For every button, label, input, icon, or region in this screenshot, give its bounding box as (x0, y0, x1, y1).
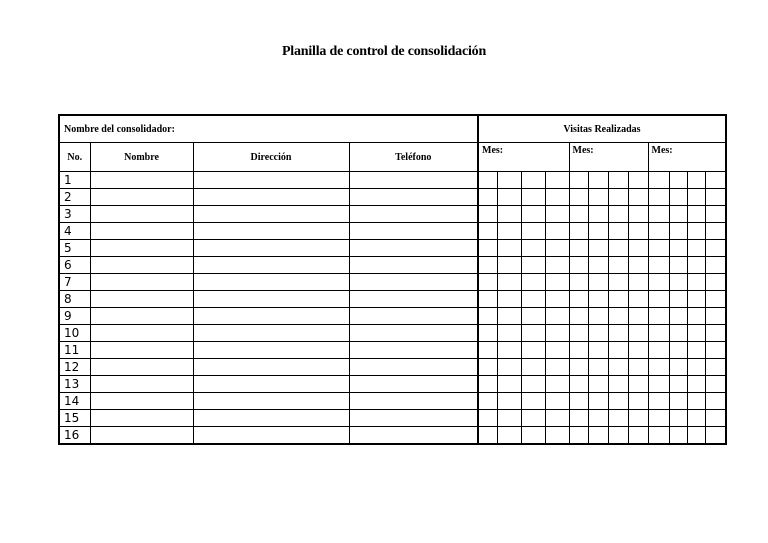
visit-check-cell[interactable] (497, 393, 521, 410)
visit-check-cell[interactable] (569, 291, 588, 308)
visit-check-cell[interactable] (588, 359, 608, 376)
direccion-cell[interactable] (193, 393, 349, 410)
visit-check-cell[interactable] (648, 427, 669, 445)
visit-check-cell[interactable] (648, 257, 669, 274)
visit-check-cell[interactable] (545, 274, 569, 291)
visit-check-cell[interactable] (648, 308, 669, 325)
visit-check-cell[interactable] (545, 410, 569, 427)
visit-check-cell[interactable] (687, 189, 705, 206)
telefono-cell[interactable] (349, 257, 478, 274)
telefono-cell[interactable] (349, 342, 478, 359)
visit-check-cell[interactable] (669, 342, 687, 359)
visit-check-cell[interactable] (545, 240, 569, 257)
visit-check-cell[interactable] (608, 189, 628, 206)
direccion-cell[interactable] (193, 274, 349, 291)
visit-check-cell[interactable] (497, 325, 521, 342)
visit-check-cell[interactable] (628, 240, 648, 257)
direccion-cell[interactable] (193, 223, 349, 240)
visit-check-cell[interactable] (478, 240, 497, 257)
direccion-cell[interactable] (193, 342, 349, 359)
nombre-cell[interactable] (90, 393, 193, 410)
nombre-cell[interactable] (90, 189, 193, 206)
col-header-nombre: Nombre (90, 143, 193, 172)
visit-check-cell[interactable] (545, 359, 569, 376)
telefono-cell[interactable] (349, 308, 478, 325)
visit-check-cell[interactable] (478, 172, 497, 189)
visit-check-cell[interactable] (497, 172, 521, 189)
visit-check-cell[interactable] (687, 291, 705, 308)
visit-check-cell[interactable] (497, 189, 521, 206)
telefono-cell[interactable] (349, 223, 478, 240)
visit-check-cell[interactable] (497, 240, 521, 257)
col-header-direccion: Dirección (193, 143, 349, 172)
telefono-cell[interactable] (349, 325, 478, 342)
visit-check-cell[interactable] (705, 427, 726, 445)
row-number: 14 (59, 393, 90, 410)
visit-check-cell[interactable] (628, 274, 648, 291)
visit-check-cell[interactable] (648, 410, 669, 427)
visit-check-cell[interactable] (569, 274, 588, 291)
visit-check-cell[interactable] (687, 274, 705, 291)
visit-check-cell[interactable] (628, 393, 648, 410)
visit-check-cell[interactable] (521, 325, 545, 342)
direccion-cell[interactable] (193, 189, 349, 206)
visit-check-cell[interactable] (608, 427, 628, 445)
visit-check-cell[interactable] (628, 206, 648, 223)
table-row (59, 325, 726, 342)
visit-check-cell[interactable] (669, 223, 687, 240)
visit-check-cell[interactable] (497, 376, 521, 393)
visit-check-cell[interactable] (588, 189, 608, 206)
visit-check-cell[interactable] (705, 240, 726, 257)
table-row (59, 223, 726, 240)
visit-check-cell[interactable] (648, 325, 669, 342)
telefono-cell[interactable] (349, 359, 478, 376)
visit-check-cell[interactable] (545, 393, 569, 410)
visit-check-cell[interactable] (478, 342, 497, 359)
visit-check-cell[interactable] (588, 223, 608, 240)
nombre-cell[interactable] (90, 325, 193, 342)
visit-check-cell[interactable] (521, 291, 545, 308)
visit-check-cell[interactable] (497, 359, 521, 376)
nombre-cell[interactable] (90, 427, 193, 445)
visit-check-cell[interactable] (687, 223, 705, 240)
table-row (59, 359, 726, 376)
table-row (59, 308, 726, 325)
row-number: 16 (59, 427, 90, 445)
visit-check-cell[interactable] (608, 308, 628, 325)
row-number: 13 (59, 376, 90, 393)
visit-check-cell[interactable] (569, 325, 588, 342)
row-number: 11 (59, 342, 90, 359)
visit-check-cell[interactable] (545, 308, 569, 325)
visit-check-cell[interactable] (608, 223, 628, 240)
direccion-cell[interactable] (193, 206, 349, 223)
visit-check-cell[interactable] (569, 240, 588, 257)
visit-check-cell[interactable] (569, 410, 588, 427)
direccion-cell[interactable] (193, 325, 349, 342)
visit-check-cell[interactable] (588, 376, 608, 393)
visit-check-cell[interactable] (669, 427, 687, 445)
direccion-cell[interactable] (193, 427, 349, 445)
visit-check-cell[interactable] (705, 206, 726, 223)
visit-check-cell[interactable] (545, 257, 569, 274)
visit-check-cell[interactable] (588, 325, 608, 342)
visit-check-cell[interactable] (569, 223, 588, 240)
visit-check-cell[interactable] (648, 240, 669, 257)
consolidator-name-label: Nombre del consolidador: (59, 115, 478, 143)
nombre-cell[interactable] (90, 342, 193, 359)
visit-check-cell[interactable] (521, 223, 545, 240)
visit-check-cell[interactable] (628, 410, 648, 427)
visit-check-cell[interactable] (521, 359, 545, 376)
visit-check-cell[interactable] (478, 291, 497, 308)
row-number: 8 (59, 291, 90, 308)
visit-check-cell[interactable] (687, 240, 705, 257)
visit-check-cell[interactable] (687, 325, 705, 342)
visit-check-cell[interactable] (669, 274, 687, 291)
visit-check-cell[interactable] (608, 359, 628, 376)
visit-check-cell[interactable] (521, 376, 545, 393)
visit-check-cell[interactable] (628, 376, 648, 393)
visit-check-cell[interactable] (608, 393, 628, 410)
visit-check-cell[interactable] (521, 393, 545, 410)
visit-check-cell[interactable] (588, 206, 608, 223)
visit-check-cell[interactable] (705, 223, 726, 240)
visit-check-cell[interactable] (705, 172, 726, 189)
visit-check-cell[interactable] (705, 359, 726, 376)
visit-check-cell[interactable] (648, 393, 669, 410)
visit-check-cell[interactable] (687, 257, 705, 274)
visit-check-cell[interactable] (687, 427, 705, 445)
visit-check-cell[interactable] (478, 257, 497, 274)
telefono-cell[interactable] (349, 240, 478, 257)
nombre-cell[interactable] (90, 274, 193, 291)
visit-check-cell[interactable] (705, 342, 726, 359)
visit-check-cell[interactable] (608, 172, 628, 189)
visit-check-cell[interactable] (521, 308, 545, 325)
visit-check-cell[interactable] (478, 189, 497, 206)
visit-check-cell[interactable] (569, 376, 588, 393)
visit-check-cell[interactable] (497, 427, 521, 445)
direccion-cell[interactable] (193, 308, 349, 325)
visit-check-cell[interactable] (648, 274, 669, 291)
telefono-cell[interactable] (349, 410, 478, 427)
row-number: 9 (59, 308, 90, 325)
visit-check-cell[interactable] (497, 308, 521, 325)
visit-check-cell[interactable] (588, 410, 608, 427)
row-number: 7 (59, 274, 90, 291)
visit-check-cell[interactable] (648, 359, 669, 376)
visit-check-cell[interactable] (569, 393, 588, 410)
visits-header: Visitas Realizadas (478, 115, 726, 143)
direccion-cell[interactable] (193, 359, 349, 376)
table-row (59, 393, 726, 410)
table-row (59, 342, 726, 359)
visit-check-cell[interactable] (687, 308, 705, 325)
telefono-cell[interactable] (349, 172, 478, 189)
visit-check-cell[interactable] (521, 257, 545, 274)
visit-check-cell[interactable] (521, 342, 545, 359)
row-number: 4 (59, 223, 90, 240)
nombre-cell[interactable] (90, 359, 193, 376)
visit-check-cell[interactable] (669, 291, 687, 308)
month-header-1: Mes: (478, 143, 569, 172)
visit-check-cell[interactable] (478, 308, 497, 325)
nombre-cell[interactable] (90, 376, 193, 393)
visit-check-cell[interactable] (705, 291, 726, 308)
visit-check-cell[interactable] (608, 376, 628, 393)
visit-check-cell[interactable] (669, 410, 687, 427)
visit-check-cell[interactable] (569, 342, 588, 359)
telefono-cell[interactable] (349, 427, 478, 445)
telefono-cell[interactable] (349, 393, 478, 410)
visit-check-cell[interactable] (628, 257, 648, 274)
visit-check-cell[interactable] (608, 325, 628, 342)
direccion-cell[interactable] (193, 240, 349, 257)
direccion-cell[interactable] (193, 376, 349, 393)
row-number: 1 (59, 172, 90, 189)
table-row (59, 257, 726, 274)
visit-check-cell[interactable] (669, 325, 687, 342)
row-number: 6 (59, 257, 90, 274)
visit-check-cell[interactable] (669, 240, 687, 257)
visit-check-cell[interactable] (569, 189, 588, 206)
visit-check-cell[interactable] (569, 359, 588, 376)
visit-check-cell[interactable] (669, 393, 687, 410)
visit-check-cell[interactable] (497, 274, 521, 291)
col-header-no: No. (59, 143, 90, 172)
direccion-cell[interactable] (193, 291, 349, 308)
visit-check-cell[interactable] (497, 410, 521, 427)
consolidation-table (58, 114, 727, 445)
page-title: Planilla de control de consolidación (281, 44, 487, 59)
visit-check-cell[interactable] (545, 376, 569, 393)
row-number: 5 (59, 240, 90, 257)
telefono-cell[interactable] (349, 274, 478, 291)
visit-check-cell[interactable] (478, 206, 497, 223)
visit-check-cell[interactable] (669, 308, 687, 325)
visit-check-cell[interactable] (588, 240, 608, 257)
table-row (59, 427, 726, 445)
visit-check-cell[interactable] (588, 393, 608, 410)
visit-check-cell[interactable] (608, 240, 628, 257)
visit-check-cell[interactable] (687, 376, 705, 393)
visit-check-cell[interactable] (705, 376, 726, 393)
visit-check-cell[interactable] (687, 393, 705, 410)
visit-check-cell[interactable] (569, 257, 588, 274)
visit-check-cell[interactable] (628, 223, 648, 240)
visit-check-cell[interactable] (628, 427, 648, 445)
visit-check-cell[interactable] (521, 172, 545, 189)
visit-check-cell[interactable] (478, 359, 497, 376)
visit-check-cell[interactable] (588, 308, 608, 325)
visit-check-cell[interactable] (478, 410, 497, 427)
visit-check-cell[interactable] (588, 257, 608, 274)
visit-check-cell[interactable] (545, 291, 569, 308)
visit-check-cell[interactable] (705, 189, 726, 206)
table-row (59, 376, 726, 393)
visit-check-cell[interactable] (608, 410, 628, 427)
visit-check-cell[interactable] (648, 223, 669, 240)
visit-check-cell[interactable] (628, 359, 648, 376)
visit-check-cell[interactable] (545, 189, 569, 206)
telefono-cell[interactable] (349, 291, 478, 308)
visit-check-cell[interactable] (687, 206, 705, 223)
visit-check-cell[interactable] (478, 376, 497, 393)
nombre-cell[interactable] (90, 172, 193, 189)
visit-check-cell[interactable] (669, 359, 687, 376)
visit-check-cell[interactable] (545, 427, 569, 445)
visit-check-cell[interactable] (478, 393, 497, 410)
col-header-telefono: Teléfono (349, 143, 478, 172)
visit-check-cell[interactable] (588, 342, 608, 359)
visit-check-cell[interactable] (521, 206, 545, 223)
visit-check-cell[interactable] (608, 291, 628, 308)
visit-check-cell[interactable] (648, 291, 669, 308)
visit-check-cell[interactable] (628, 189, 648, 206)
visit-check-cell[interactable] (521, 274, 545, 291)
visit-check-cell[interactable] (521, 410, 545, 427)
visit-check-cell[interactable] (648, 189, 669, 206)
month-header-2: Mes: (569, 143, 648, 172)
table-row (59, 172, 726, 189)
visit-check-cell[interactable] (648, 172, 669, 189)
visit-check-cell[interactable] (687, 172, 705, 189)
row-number: 10 (59, 325, 90, 342)
nombre-cell[interactable] (90, 291, 193, 308)
visit-check-cell[interactable] (705, 308, 726, 325)
table-row (59, 189, 726, 206)
row-number: 15 (59, 410, 90, 427)
visit-check-cell[interactable] (628, 325, 648, 342)
visit-check-cell[interactable] (669, 206, 687, 223)
visit-check-cell[interactable] (705, 274, 726, 291)
telefono-cell[interactable] (349, 376, 478, 393)
nombre-cell[interactable] (90, 410, 193, 427)
visit-check-cell[interactable] (705, 257, 726, 274)
visit-check-cell[interactable] (628, 172, 648, 189)
visit-check-cell[interactable] (648, 206, 669, 223)
visit-check-cell[interactable] (628, 291, 648, 308)
table-row (59, 410, 726, 427)
visit-check-cell[interactable] (497, 291, 521, 308)
visit-check-cell[interactable] (521, 427, 545, 445)
direccion-cell[interactable] (193, 410, 349, 427)
visit-check-cell[interactable] (628, 342, 648, 359)
visit-check-cell[interactable] (497, 223, 521, 240)
visit-check-cell[interactable] (687, 342, 705, 359)
visit-check-cell[interactable] (545, 223, 569, 240)
visit-check-cell[interactable] (608, 206, 628, 223)
table-row (59, 274, 726, 291)
table-row (59, 206, 726, 223)
visit-check-cell[interactable] (687, 410, 705, 427)
visit-check-cell[interactable] (669, 376, 687, 393)
visit-check-cell[interactable] (521, 240, 545, 257)
row-number: 2 (59, 189, 90, 206)
visit-check-cell[interactable] (705, 393, 726, 410)
row-number: 12 (59, 359, 90, 376)
direccion-cell[interactable] (193, 257, 349, 274)
visit-check-cell[interactable] (478, 223, 497, 240)
visit-check-cell[interactable] (648, 342, 669, 359)
visit-check-cell[interactable] (569, 172, 588, 189)
visit-check-cell[interactable] (569, 308, 588, 325)
nombre-cell[interactable] (90, 308, 193, 325)
row-number: 3 (59, 206, 90, 223)
telefono-cell[interactable] (349, 189, 478, 206)
visit-check-cell[interactable] (669, 257, 687, 274)
visit-check-cell[interactable] (478, 427, 497, 445)
nombre-cell[interactable] (90, 206, 193, 223)
visit-check-cell[interactable] (569, 427, 588, 445)
visit-check-cell[interactable] (569, 206, 588, 223)
visit-check-cell[interactable] (545, 342, 569, 359)
table-row (59, 291, 726, 308)
month-header-3: Mes: (648, 143, 726, 172)
visit-check-cell[interactable] (545, 172, 569, 189)
visit-check-cell[interactable] (588, 274, 608, 291)
visit-check-cell[interactable] (608, 342, 628, 359)
visit-check-cell[interactable] (588, 172, 608, 189)
table-row (59, 240, 726, 257)
visit-check-cell[interactable] (669, 189, 687, 206)
visit-check-cell[interactable] (497, 206, 521, 223)
nombre-cell[interactable] (90, 257, 193, 274)
visit-check-cell[interactable] (705, 410, 726, 427)
visit-check-cell[interactable] (705, 325, 726, 342)
visit-check-cell[interactable] (648, 376, 669, 393)
visit-check-cell[interactable] (478, 325, 497, 342)
visit-check-cell[interactable] (687, 359, 705, 376)
visit-check-cell[interactable] (478, 274, 497, 291)
nombre-cell[interactable] (90, 240, 193, 257)
visit-check-cell[interactable] (588, 291, 608, 308)
visit-check-cell[interactable] (497, 342, 521, 359)
nombre-cell[interactable] (90, 223, 193, 240)
visit-check-cell[interactable] (608, 274, 628, 291)
visit-check-cell[interactable] (545, 325, 569, 342)
visit-check-cell[interactable] (628, 308, 648, 325)
visit-check-cell[interactable] (545, 206, 569, 223)
visit-check-cell[interactable] (669, 172, 687, 189)
direccion-cell[interactable] (193, 172, 349, 189)
visit-check-cell[interactable] (497, 257, 521, 274)
visit-check-cell[interactable] (588, 427, 608, 445)
telefono-cell[interactable] (349, 206, 478, 223)
visit-check-cell[interactable] (608, 257, 628, 274)
visit-check-cell[interactable] (521, 189, 545, 206)
